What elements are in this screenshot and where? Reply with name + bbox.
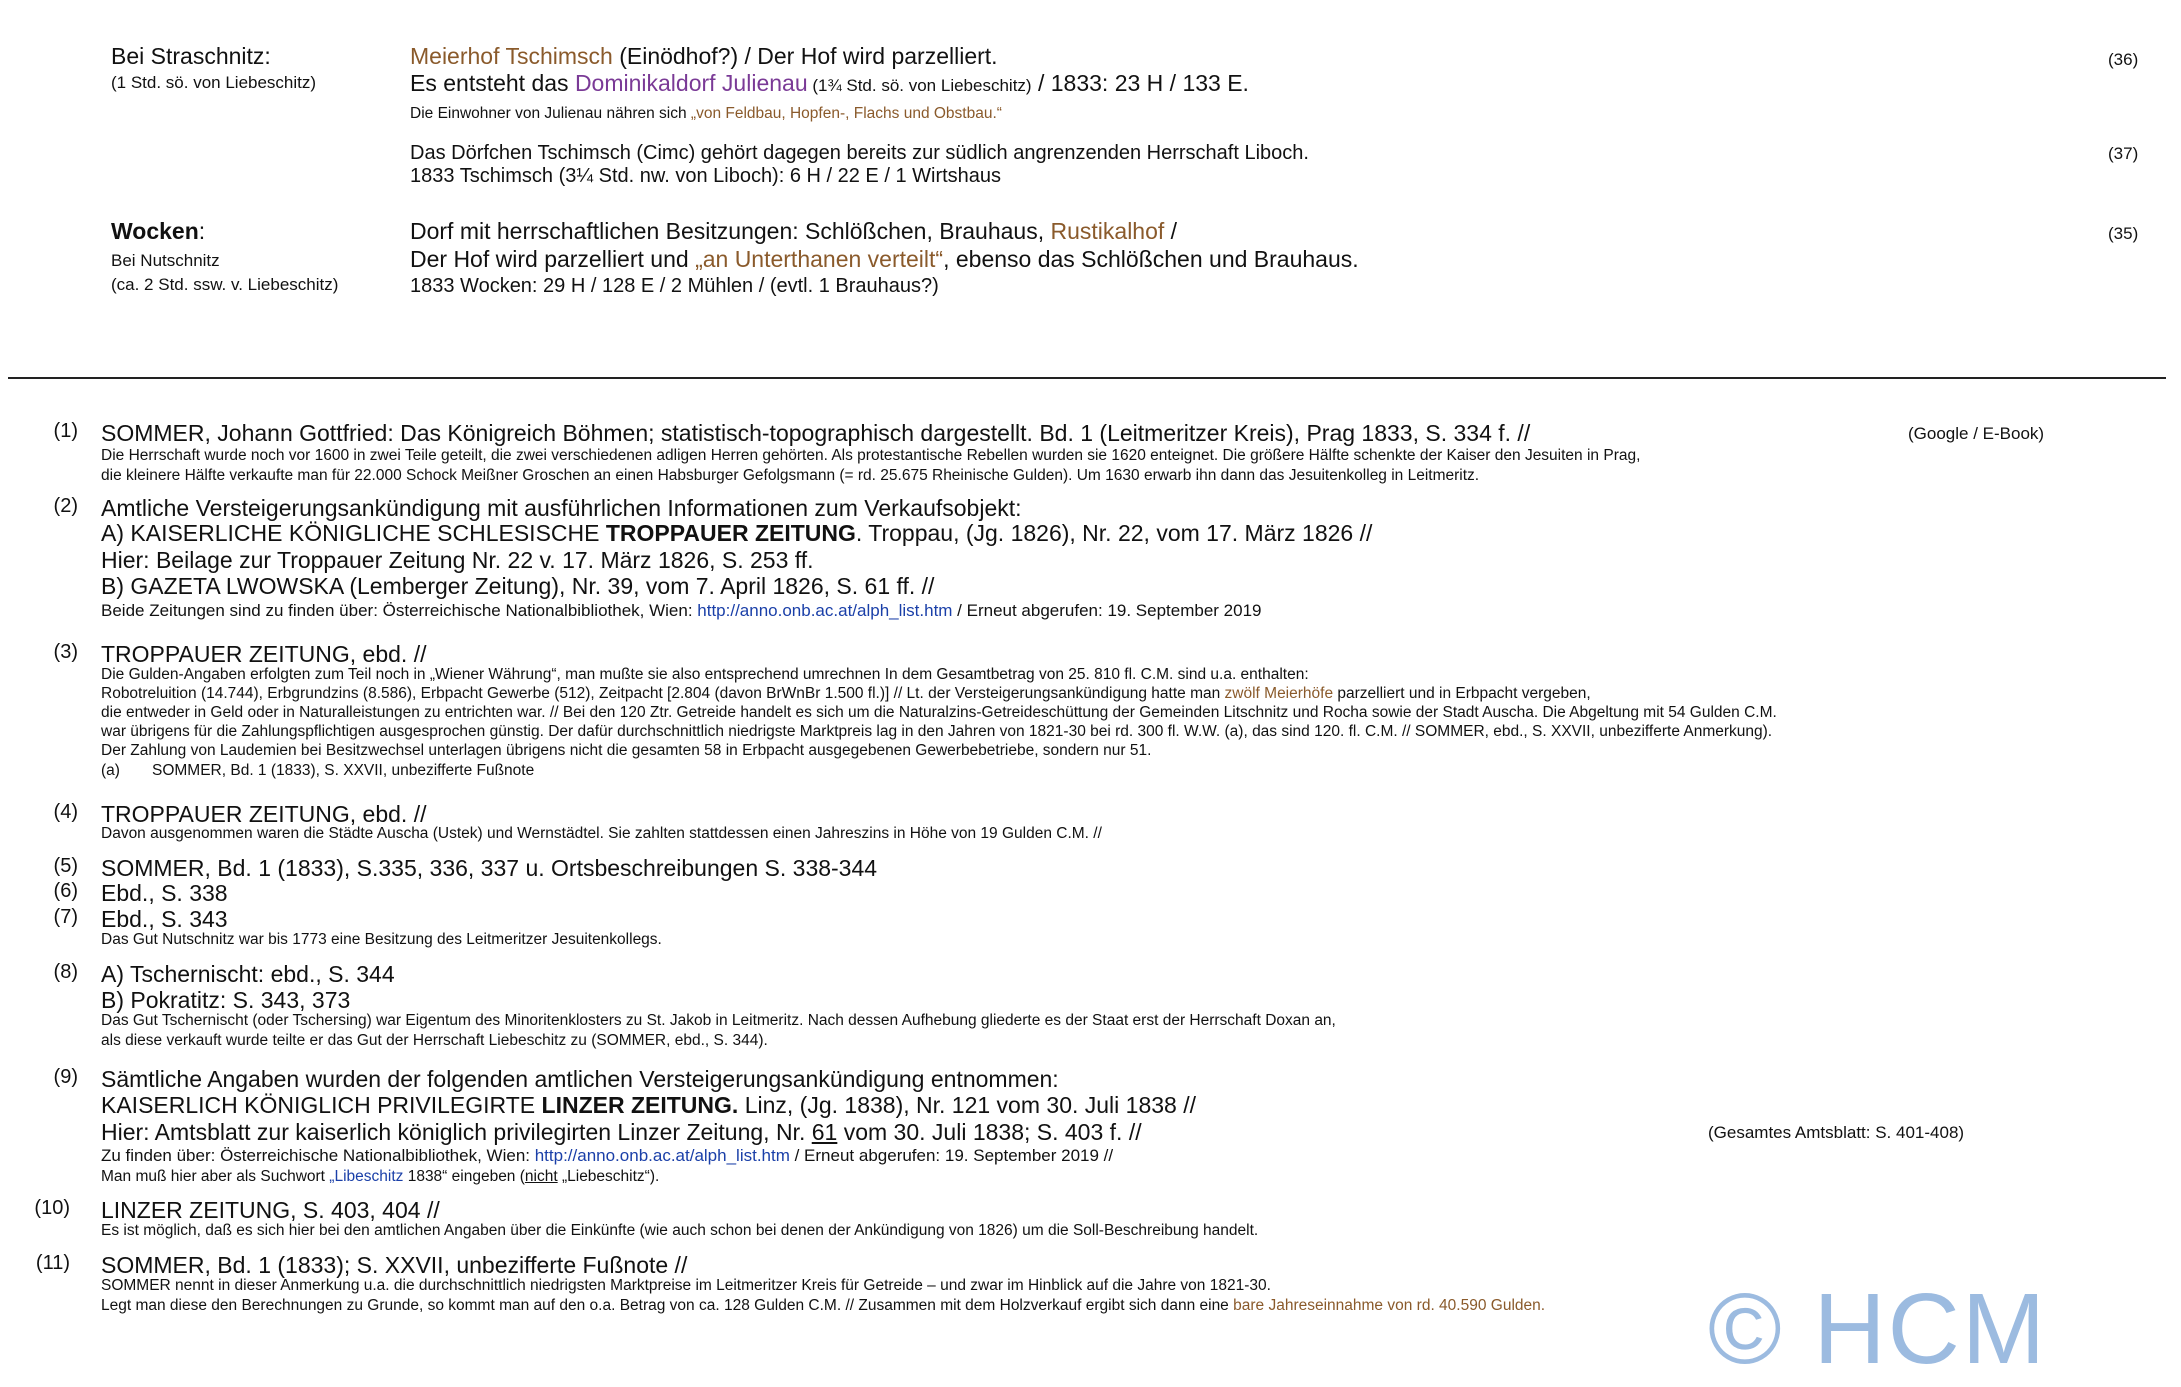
onb-link[interactable]: http://anno.onb.ac.at/alph_list.htm: [534, 1146, 790, 1165]
footnote-8-line: A) Tschernischt: ebd., S. 344: [101, 961, 395, 987]
footnote-7-title: Ebd., S. 343: [101, 906, 228, 932]
entry-wocken-line3: 1833 Wocken: 29 H / 128 E / 2 Mühlen / (evtl. 1 Brauhaus?): [410, 275, 939, 297]
text-segment: / Erneut abgerufen: 19. September 2019 //: [789, 1146, 1114, 1165]
text-segment: vom 30. Juli 1838; S. 403 f. //: [837, 1119, 1142, 1145]
footnote-8-text: als diese verkauft wurde teilte er das Gut der Herrschaft Liebeschitz zu (SOMMER, ebd., S. 344).: [101, 1032, 768, 1049]
footnote-6-title: Ebd., S. 338: [101, 880, 228, 906]
text-segment: Es entsteht das: [410, 70, 575, 96]
text-segment: / Erneut abgerufen: 19. September 2019: [952, 601, 1262, 620]
footnote-number: (8): [53, 961, 78, 983]
text-segment: Legt man diese den Berechnungen zu Grunde, so kommt man auf den o.a. Betrag von ca. 128 Gulden C.M. // Zusammen mit dem Holzverkauf ergibt sich dann eine: [101, 1297, 1234, 1314]
text-segment: „Liebeschitz“).: [557, 1168, 660, 1185]
rustikalhof: Rustikalhof: [1050, 218, 1165, 244]
entry-tschimsch-line2: 1833 Tschimsch (3¼ Std. nw. von Liboch): 6 H / 22 E / 1 Wirtshaus: [410, 165, 1002, 187]
text-segment: Die Einwohner von Julienau nähren sich: [410, 105, 691, 122]
place-sub-distance: (ca. 2 Std. ssw. v. Liebeschitz): [111, 275, 339, 294]
footnote-number: (10): [34, 1197, 70, 1219]
text-segment: KAISERLICH KÖNIGLICH PRIVILEGIRTE: [101, 1092, 542, 1118]
text-segment: nicht: [524, 1168, 558, 1185]
quote: „an Unterthanen verteilt“: [695, 246, 944, 272]
text-segment: Zu finden über: Österreichische Nationalbibliothek, Wien:: [101, 1146, 535, 1165]
footnote-number: (9): [53, 1066, 78, 1088]
section-divider: [8, 377, 2166, 379]
footnote-9-line: [101, 1119, 1142, 1146]
footnote-2-line: [101, 601, 1262, 621]
text-segment: Hier: Amtsblatt zur kaiserlich königlich privilegirten Linzer Zeitung, Nr.: [101, 1119, 812, 1145]
entry-meierhof-line1: [410, 43, 998, 70]
footnote-2-line: Hier: Beilage zur Troppauer Zeitung Nr. 22 v. 17. März 1826, S. 253 ff.: [101, 547, 814, 573]
footnote-number: (11): [35, 1252, 70, 1274]
text-segment: . Troppau, (Jg. 1826), Nr. 22, vom 17. März 1826 //: [855, 520, 1373, 546]
text-segment: 1838“ eingeben (: [403, 1168, 525, 1185]
newspaper-name: LINZER ZEITUNG.: [541, 1092, 739, 1118]
footnote-10-text: Es ist möglich, daß es sich hier bei den amtlichen Angaben über die Einkünfte (wie auch schon bei denen der Ankündigung von 1826) um die Soll-Beschreibung handelt.: [101, 1222, 1259, 1239]
footnote-10-title: LINZER ZEITUNG, S. 403, 404 //: [101, 1197, 440, 1223]
footnote-number: (2): [53, 495, 78, 517]
text-segment: Linz, (Jg. 1838), Nr. 121 vom 30. Juli 1838 //: [738, 1092, 1196, 1118]
footnote-9-text: [101, 1168, 659, 1186]
ref-number: (37): [2108, 144, 2139, 163]
footnote-number: (6): [53, 880, 78, 902]
entry-wocken-line1: [410, 218, 1177, 245]
text-segment: Man muß hier aber als Suchwort: [101, 1168, 330, 1185]
footnote-8-text: Das Gut Tschernischt (oder Tschersing) war Eigentum des Minoritenklosters zu St. Jakob in Leitmeritz. Nach dessen Aufhebung gliederte es der Staat erst der Herrschaft Doxan an,: [101, 1012, 1336, 1029]
footnote-4-title: TROPPAUER ZEITUNG, ebd. //: [101, 801, 427, 827]
text-segment: parzelliert und in Erbpacht vergeben,: [1333, 685, 1591, 702]
text-segment: Der Hof wird parzelliert und: [410, 246, 696, 272]
place-label-wocken: [111, 218, 205, 245]
text-segment: A) KAISERLICHE KÖNIGLICHE SCHLESISCHE: [101, 520, 606, 546]
footnote-number: (5): [53, 855, 78, 877]
issue-number: 61: [811, 1119, 838, 1145]
footnote-3-text: [101, 685, 1591, 703]
place-sub-nutschnitz: Bei Nutschnitz: [111, 251, 220, 270]
text-segment: :: [198, 218, 206, 244]
footnote-5-title: SOMMER, Bd. 1 (1833), S.335, 336, 337 u. Ortsbeschreibungen S. 338-344: [101, 855, 878, 881]
footnote-9-line: [101, 1092, 1196, 1119]
footnote-11-text: [101, 1297, 1545, 1315]
meierhof-name: Meierhof Tschimsch: [410, 43, 613, 69]
meierhof-desc: (Einödhof?) / Der Hof wird parzelliert.: [612, 43, 998, 69]
text-segment: Dorf mit herrschaftlichen Besitzungen: Schlößchen, Brauhaus,: [410, 218, 1051, 244]
footnote-2-line: Amtliche Versteigerungsankündigung mit ausführlichen Informationen zum Verkaufsobjekt:: [101, 495, 1022, 521]
footnote-9-line: Sämtliche Angaben wurden der folgenden amtlichen Versteigerungsankündigung entnommen:: [101, 1066, 1059, 1092]
ref-number: (36): [2108, 50, 2139, 69]
search-term: „Libeschitz: [329, 1168, 404, 1185]
footnote-11-text: SOMMER nennt in dieser Anmerkung u.a. die durchschnittlich niedrigsten Marktpreise im Leitmeritzer Kreis für Getreide – und zwar im Hinblick auf die Jahre von 1821-30.: [101, 1277, 1271, 1294]
footnote-number: (3): [53, 641, 78, 663]
footnote-9-line: [101, 1146, 1113, 1166]
footnote-3-text: war übrigens für die Zahlungspflichtigen ausgesprochen günstig. Der dafür durchschnittlich niedrigste Marktpreis lag in den Jahren von 1821-30 bei rd. 300 fl. W.W. (a), das sind 120. fl. C.M. // SOMMER, ebd., S. XXVII, unbezifferte Anmerkung).: [101, 723, 1773, 740]
footnote-1-source: (Google / E-Book): [1908, 424, 2045, 443]
footnote-4-text: Davon ausgenommen waren die Städte Auscha (Ustek) und Wernstädtel. Sie zahlten stattdessen einen Jahreszins in Höhe von 19 Gulden C.M. //: [101, 825, 1102, 842]
footnote-1-title: SOMMER, Johann Gottfried: Das Königreich Böhmen; statistisch-topographisch dargestellt. Bd. 1 (Leitmeritzer Kreis), Prag 1833, S. 334 f. //: [101, 420, 1531, 446]
wocken-name: Wocken: [111, 218, 199, 244]
copyright-watermark: © HCM: [1708, 1273, 2048, 1385]
footnote-number: (7): [53, 906, 78, 928]
footnote-3-subnote-marker: (a): [101, 762, 120, 779]
footnote-9-source: (Gesamtes Amtsblatt: S. 401-408): [1708, 1123, 1965, 1142]
footnote-1-text: die kleinere Hälfte verkaufte man für 22.000 Schock Meißner Groschen an einen Habsburger Gefolgsmann (= rd. 25.675 Rheinische Gulden). Um 1630 erwarb ihn dann das Jesuitenkolleg in Leitmeritz.: [101, 467, 1480, 484]
footnote-3-title: TROPPAUER ZEITUNG, ebd. //: [101, 641, 427, 667]
footnote-3-text: Die Gulden-Angaben erfolgten zum Teil noch in „Wiener Währung“, man mußte sie also entsprechend umrechnen In dem Gesamtbetrag von 25. 810 fl. C.M. sind u.a. enthalten:: [101, 666, 1309, 683]
entry-tschimsch-line1: Das Dörfchen Tschimsch (Cimc) gehört dagegen bereits zur südlich angrenzenden Herrschaft Liboch.: [410, 142, 1309, 164]
footnote-11-title: SOMMER, Bd. 1 (1833); S. XXVII, unbezifferte Fußnote //: [101, 1252, 688, 1278]
entry-meierhof-line3: [410, 105, 1002, 123]
entry-wocken-line2: [410, 246, 1359, 273]
footnote-number: (1): [53, 420, 78, 442]
place-label-straschnitz: Bei Straschnitz:: [111, 43, 271, 69]
footnote-1-text: Die Herrschaft wurde noch vor 1600 in zwei Teile geteilt, die zwei verschiedenen adligen Herren gehörten. Als protestantische Rebellen wurden sie 1620 enteignet. Die größere Hälfte schenkte der Kaiser den Jesuiten in Prag,: [101, 447, 1641, 464]
quote: „von Feldbau, Hopfen-, Flachs und Obstbau.“: [690, 105, 1002, 122]
footnote-8-line: B) Pokratitz: S. 343, 373: [101, 987, 351, 1013]
text-segment: Beide Zeitungen sind zu finden über: Österreichische Nationalbibliothek, Wien:: [101, 601, 698, 620]
newspaper-name: TROPPAUER ZEITUNG: [605, 520, 856, 546]
footnote-3-subnote: SOMMER, Bd. 1 (1833), S. XXVII, unbezifferte Fußnote: [152, 762, 535, 779]
text-segment: , ebenso das Schlößchen und Brauhaus.: [943, 246, 1359, 272]
text-segment: /: [1164, 218, 1178, 244]
footnote-3-text: Der Zahlung von Laudemien bei Besitzwechsel unterlagen übrigens nicht die gesamten 58 in Erbpacht ausgegebenen Gewerbebetriebe, sondern nur 51.: [101, 742, 1152, 759]
text-segment: / 1833: 23 H / 133 E.: [1031, 70, 1249, 96]
footnote-3-text: die entweder in Geld oder in Naturalleistungen zu entrichten war. // Bei den 120 Ztr. Getreide handelt es sich um die Naturalzins-Getreideschüttung der Gemeinden Litschnitz und Rocha sowie der Stadt Auscha. Die Abgeltung mit 54 Gulden C.M.: [101, 704, 1777, 721]
highlight: bare Jahreseinnahme von rd. 40.590 Gulden.: [1233, 1297, 1546, 1314]
place-sub-straschnitz: (1 Std. sö. von Liebeschitz): [111, 73, 317, 92]
highlight: zwölf Meierhöfe: [1224, 685, 1334, 702]
julienau-name: Dominikaldorf Julienau: [574, 70, 808, 96]
footnote-2-line: [101, 520, 1372, 547]
ref-number: (35): [2108, 224, 2139, 243]
onb-link[interactable]: http://anno.onb.ac.at/alph_list.htm: [697, 601, 953, 620]
text-segment: Robotreluition (14.744), Erbgrundzins (8.586), Erbpacht Gewerbe (512), Zeitpacht [2.804 (davon BrWnBr 1.500 fl.)] // Lt. der Versteigerungsankündigung hatte man: [101, 685, 1225, 702]
footnote-number: (4): [53, 801, 78, 823]
footnote-7-text: Das Gut Nutschnitz war bis 1773 eine Besitzung des Leitmeritzer Jesuitenkollegs.: [101, 931, 662, 948]
text-segment: (1¾ Std. sö. von Liebeschitz): [807, 76, 1032, 95]
footnote-2-line: B) GAZETA LWOWSKA (Lemberger Zeitung), Nr. 39, vom 7. April 1826, S. 61 ff. //: [101, 573, 935, 599]
entry-meierhof-line2: [410, 70, 1249, 97]
